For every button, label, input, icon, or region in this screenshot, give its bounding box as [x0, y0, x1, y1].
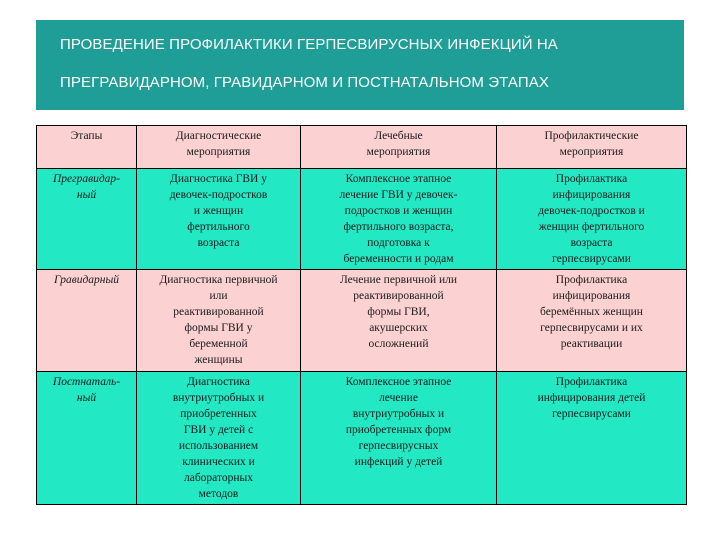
header-diagnostic: Диагностические мероприятия: [137, 126, 301, 169]
prevention-table: [36, 125, 687, 505]
treatment-cell: Комплексное этапное лечение внутриутробных и приобретенных форм герпесвирусных инфекций у детей: [301, 372, 497, 505]
prevention-cell: Профилактика инфицирования беремённых женщин герпесвирусами и их реактивации: [497, 270, 687, 372]
treatment-cell: Лечение первичной или реактивированной формы ГВИ, акушерских осложнений: [301, 270, 497, 372]
header-stages: Этапы: [37, 126, 137, 169]
header-prevention: Профилактические мероприятия: [497, 126, 687, 169]
treatment-cell: Комплексное этапное лечение ГВИ у девочек- подростков и женщин фертильного возраста, подготовка к беременности и родам: [301, 169, 497, 270]
prevention-cell: Профилактика инфицирования детей герпесвирусами: [497, 372, 687, 505]
table-row-pregravid: [37, 169, 687, 270]
diagnostic-cell: Диагностика ГВИ у девочек-подростков и женщин фертильного возраста: [137, 169, 301, 270]
stage-cell: Гравидарный: [37, 270, 137, 372]
prevention-cell: Профилактика инфицирования девочек-подростков и женщин фертильного возраста герпесвирусами: [497, 169, 687, 270]
diagnostic-cell: Диагностика внутриутробных и приобретенных ГВИ у детей с использованием клинических и лабораторных методов: [137, 372, 301, 505]
slide-title: [36, 20, 684, 110]
table-row-postnatal: [37, 372, 687, 505]
title-line-2: ПРЕГРАВИДАРНОМ, ГРАВИДАРНОМ И ПОСТНАТАЛЬНОМ ЭТАПАХ: [60, 74, 549, 91]
table-row-gravid: [37, 270, 687, 372]
header-treatment: Лечебные мероприятия: [301, 126, 497, 169]
stage-cell: Прегравидар- ный: [37, 169, 137, 270]
title-line-1: ПРОВЕДЕНИЕ ПРОФИЛАКТИКИ ГЕРПЕСВИРУСНЫХ ИНФЕКЦИЙ НА: [60, 36, 558, 53]
stage-cell: Постнаталь- ный: [37, 372, 137, 505]
table-header-row: [37, 126, 687, 169]
diagnostic-cell: Диагностика первичной или реактивированной формы ГВИ у беременной женщины: [137, 270, 301, 372]
